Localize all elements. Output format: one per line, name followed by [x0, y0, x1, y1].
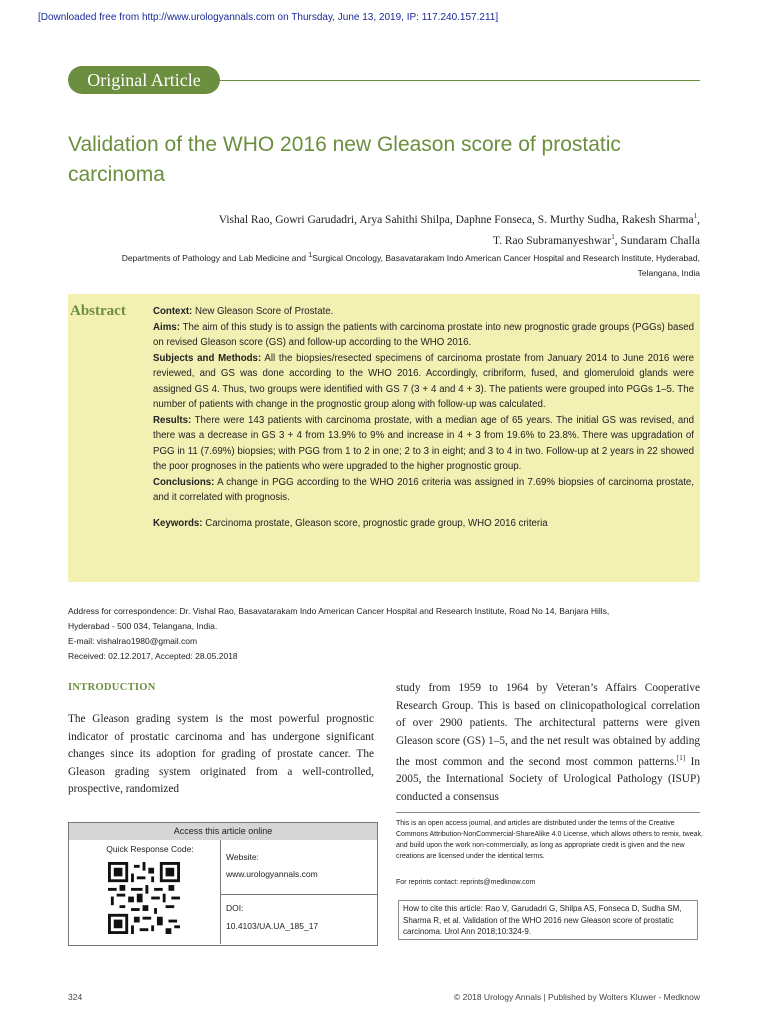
- reprints-contact: For reprints contact: reprints@medknow.com: [396, 879, 536, 886]
- abstract-body: [153, 304, 694, 531]
- results-label: Results:: [153, 414, 192, 426]
- author-affil-sup: 1: [693, 212, 698, 220]
- authors-line-2a: T. Rao Subramanyeshwar: [492, 234, 612, 247]
- intro-left-column: The Gleason grading system is the most powerful prognostic indicator of prostatic carcinoma and has undergone significant changes since its adoption for grading of prostate cancer. The Gleason grading system originated from a well-controlled, prospective, randomized: [68, 713, 374, 795]
- article-title: Validation of the WHO 2016 new Gleason score of prostatic carcinoma: [68, 133, 621, 186]
- abstract-results: [153, 413, 694, 475]
- received-accepted: Received: 02.12.2017, Accepted: 28.05.2018: [68, 651, 238, 661]
- author-list: Vishal Rao, Gowri Garudadri, Arya Sahithi Shilpa, Daphne Fonseca, S. Murthy Sudha, Rakesh Sharma$^1$, T. Rao Subramanyeshwar$^1$, Sundaram Challa: [218, 212, 700, 247]
- conclusions-label: Conclusions:: [153, 476, 215, 488]
- context-text: New Gleason Score of Prostate.: [192, 306, 334, 317]
- website-label: Website:: [226, 852, 259, 862]
- results-text: There were 143 patients with carcinoma prostate, with a median age of 65 years. The initial GS was revised, and there was a decrease in GS 3 + 4 from 13.9% to 9% and increase in 4 + 3 from 19.6% to 23.8%. There was upgradation of PGG in 11 (7.69%) biopsies; with PGG from 1 to 2 in one; 2 to 3 in eight; and 3 to 4 in two. Follow-up at 2 years in 22 showed the poor prognoses in the patients who were upgraded to the higher prognostic group.: [153, 414, 694, 472]
- footer-copyright: © 2018 Urology Annals | Published by Wolters Kluwer - Medknow: [454, 992, 700, 1002]
- affiliation-sup: 1: [308, 252, 313, 259]
- section-rule: [218, 80, 700, 81]
- website-link[interactable]: www.urologyannals.com: [226, 869, 318, 879]
- context-label: Context:: [153, 306, 193, 317]
- abstract-context: [153, 304, 694, 320]
- access-header: Access this article online: [69, 823, 377, 840]
- intro-right-column: [396, 680, 700, 806]
- qr-label: Quick Response Code:: [106, 844, 194, 854]
- author-affil-sup-2: 1: [611, 232, 615, 241]
- keywords-label: Keywords:: [153, 517, 203, 529]
- keywords-text: Carcinoma prostate, Gleason score, prognostic grade group, WHO 2016 criteria: [202, 517, 548, 529]
- aims-label: Aims:: [153, 321, 180, 333]
- license-text: This is an open access journal, and articles are distributed under the terms of the Creative Commons Attribution-NonCommercial-ShareAlike 4.0 License, which allows others to remix, tweak, and build upon the work non-commercially, as long as appropriate credit is given and the new creations are licensed under the identical terms.: [396, 820, 703, 860]
- affiliation-part-a: Departments of Pathology and Lab Medicine and: [121, 252, 309, 263]
- page-number: 324: [68, 992, 83, 1002]
- abstract-aims: [153, 320, 694, 351]
- download-notice: [Downloaded free from http://www.urologyannals.com on Thursday, June 13, 2019, IP: 117.240.157.211]: [38, 12, 499, 23]
- qr-code-icon[interactable]: [108, 862, 180, 934]
- conclusions-text: A change in PGG according to the WHO 2016 criteria was assigned in 7.69% biopsies of carcinoma prostate, and it correlated with prognosis.: [153, 476, 694, 503]
- methods-label: Subjects and Methods:: [153, 352, 262, 364]
- reference-1[interactable]: [1]: [676, 754, 686, 762]
- correspondence-block: [68, 604, 708, 664]
- correspondence-email[interactable]: E-mail: vishalrao1980@gmail.com: [68, 636, 198, 646]
- authors-line-2b: , Sundaram Challa: [614, 234, 700, 247]
- citation-box: How to cite this article: Rao V, Garudadri G, Shilpa AS, Fonseca D, Sudha SM, Sharma R, et al. Validation of the WHO 2016 new Gleason score of prostatic carcinoma. Urol Ann 2018;10:324-9.: [398, 900, 698, 940]
- intro-right-text-a: study from 1959 to 1964 by Veteran’s Affairs Cooperative Research Group. This is based on clinicopathological correlation of over 2900 patients. The architectural patterns were given Gleason score (GS) 1–5, and the net result was obtained by adding the most common and the second most common patterns.: [396, 682, 700, 768]
- intro-right-text-b: In 2005, the International Society of Urological Pathology (ISUP) conducted a consensus: [396, 755, 700, 803]
- affiliation: [80, 248, 700, 281]
- correspondence-address: Address for correspondence: Dr. Vishal Rao, Basavatarakam Indo American Cancer Hospital and Research Institute, Road No 14, Banjara Hills,: [68, 606, 610, 616]
- section-tag: Original Article: [68, 66, 220, 94]
- aims-text: The aim of this study is to assign the patients with carcinoma prostate into new prognostic grade groups (PGGs) based on revised Gleason score (GS) and follow-up according to the WHO 2016.: [153, 321, 694, 348]
- abstract-label: Abstract: [70, 303, 126, 319]
- abstract-keywords: [153, 516, 694, 532]
- introduction-heading: INTRODUCTION: [68, 682, 156, 693]
- affiliation-part-b: Surgical Oncology, Basavatarakam Indo American Cancer Hospital and Research Institute, Hyderabad, Telangana, India: [312, 252, 700, 278]
- access-divider-horizontal: [220, 894, 377, 895]
- authors-line-1: Vishal Rao, Gowri Garudadri, Arya Sahithi Shilpa, Daphne Fonseca, S. Murthy Sudha, Rakesh Sharma: [218, 213, 694, 226]
- abstract-conclusions: [153, 475, 694, 506]
- methods-text: All the biopsies/resected specimens of carcinoma prostate from January 2014 to June 2016 were reviewed, and GS was done according to the WHO 2016. Accordingly, cribriform, fused, and glomeruloid glands were assigned GS 4. Thus, two groups were identified with GS 7 (3 + 4 and 4 + 3). The patients were grouped into PGGs 1–5. The number of patients with change in the prognostic group along with follow-up was calculated.: [153, 352, 694, 410]
- abstract-methods: [153, 351, 694, 413]
- correspondence-city: Hyderabad - 500 034, Telangana, India.: [68, 621, 218, 631]
- access-divider-vertical: [220, 840, 221, 944]
- doi-value[interactable]: 10.4103/UA.UA_185_17: [226, 921, 319, 931]
- license-rule: [396, 812, 700, 813]
- doi-label: DOI:: [226, 903, 244, 913]
